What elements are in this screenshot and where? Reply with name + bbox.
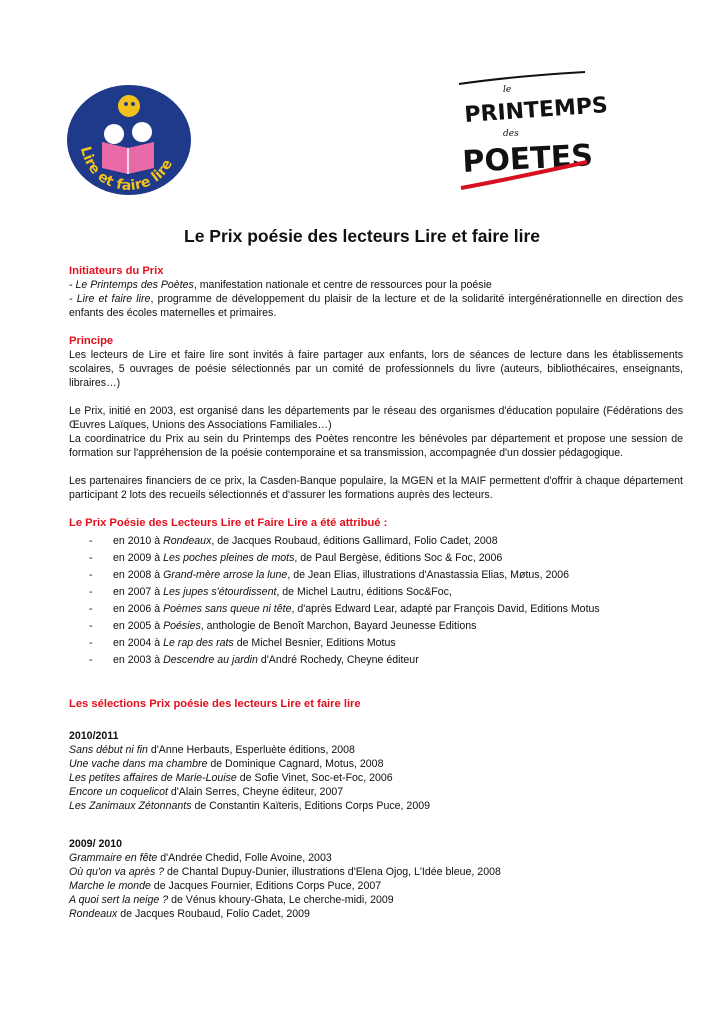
- svg-text:POETES: POETES: [461, 138, 594, 180]
- svg-text:Lire et faire lire: Lire et faire lire: [76, 144, 176, 195]
- document-title: Le Prix poésie des lecteurs Lire et faire lire: [184, 226, 540, 246]
- awards-list: [69, 533, 683, 669]
- list-item: Les Zanimaux Zétonnants de Constantin Kaïteris, Editions Corps Puce, 2009: [69, 800, 430, 812]
- list-item: Grammaire en fête d'Andrée Chedid, Folle Avoine, 2003: [69, 852, 332, 864]
- list-item: Où qu'on va après ? de Chantal Dupuy-Dunier, illustrations d'Elena Ojog, L'Idée bleue, 2008: [69, 866, 501, 878]
- list-item: Encore un coquelicot d'Alain Serres, Cheyne éditeur, 2007: [69, 786, 344, 798]
- initiateurs-line-1: - Le Printemps des Poètes, manifestation nationale et centre de ressources pour la poésie: [69, 279, 492, 291]
- list-item: - en 2005 à Poésies, anthologie de Benoît Marchon, Bayard Jeunesse Editions: [89, 620, 477, 632]
- list-item: - en 2010 à Rondeaux, de Jacques Roubaud, éditions Gallimard, Folio Cadet, 2008: [89, 535, 498, 547]
- principe-heading: Principe: [69, 335, 114, 347]
- list-item: Marche le monde de Jacques Fournier, Editions Corps Puce, 2007: [69, 880, 382, 892]
- svg-text:des: des: [503, 129, 519, 139]
- list-item: - en 2009 à Les poches pleines de mots, de Paul Bergèse, éditions Soc & Foc, 2006: [89, 552, 503, 564]
- principe-paragraph-2: Le Prix, initié en 2003, est organisé dans les départements par le réseau des organismes d'éducation populaire (Fédérations des Œuvres Laïques, Unions des Associations Familiales…): [69, 405, 683, 431]
- list-item: - en 2006 à Poèmes sans queue ni tête, d'après Edward Lear, adapté par François David, Editions Motus: [89, 603, 600, 615]
- list-item: - en 2003 à Descendre au jardin d'André Rochedy, Cheyne éditeur: [89, 654, 419, 666]
- list-item: - en 2007 à Les jupes s'étourdissent, de Michel Lautru, éditions Soc&Foc,: [89, 586, 452, 598]
- document-body: [69, 264, 683, 921]
- initiateurs-line-2: - Lire et faire lire, programme de développement du plaisir de la lecture et de la solidarité intergénérationnelle en direction des enfants des écoles maternelles et primaires.: [69, 293, 683, 319]
- principe-paragraph-1: Les lecteurs de Lire et faire lire sont invités à faire partager aux enfants, lors de séances de lecture dans les établissements scolaires, 5 ouvrages de poésie sélectionnés par un comité de professionnels du livre (auteurs, bibliothécaires, enseignants, libraires…): [69, 349, 683, 389]
- selection-year-label: 2009/ 2010: [69, 838, 123, 850]
- principe-paragraph-4: Les partenaires financiers de ce prix, la Casden-Banque populaire, la MGEN et la MAIF permettent d'offrir à chaque département participant 2 lots des recueils sélectionnés et d'assurer les formations auprès des lecteurs.: [69, 475, 683, 501]
- printemps-des-poetes-logo: [455, 70, 609, 198]
- selections-heading: Les sélections Prix poésie des lecteurs Lire et faire lire: [69, 698, 361, 710]
- lire-et-faire-lire-logo: [66, 84, 192, 196]
- svg-text:le: le: [503, 85, 512, 95]
- attribue-heading: Le Prix Poésie des Lecteurs Lire et Faire Lire a été attribué :: [69, 517, 388, 529]
- selection-year-label: 2010/2011: [69, 730, 119, 742]
- list-item: Sans début ni fin d'Anne Herbauts, Esperluète éditions, 2008: [69, 744, 355, 756]
- list-item: Rondeaux de Jacques Roubaud, Folio Cadet, 2009: [69, 908, 310, 920]
- list-item: - en 2004 à Le rap des rats de Michel Besnier, Editions Motus: [89, 637, 396, 649]
- list-item: Une vache dans ma chambre de Dominique Cagnard, Motus, 2008: [69, 758, 384, 770]
- list-item: Les petites affaires de Marie-Louise de Sofie Vinet, Soc-et-Foc, 2006: [69, 772, 393, 784]
- list-item: A quoi sert la neige ? de Vénus khoury-Ghata, Le cherche-midi, 2009: [69, 894, 394, 906]
- principe-paragraph-3: La coordinatrice du Prix au sein du Printemps des Poètes rencontre les bénévoles par département et propose une session de formation sur l'appréhension de la poésie contemporaine et sa transmission, accompagnée d'un dossier pédagogique.: [69, 433, 683, 459]
- list-item: - en 2008 à Grand-mère arrose la lune, de Jean Elias, illustrations d'Anastassia Elias, Møtus, 2006: [89, 569, 570, 581]
- svg-text:PRINTEMPS: PRINTEMPS: [463, 93, 609, 128]
- initiateurs-heading: Initiateurs du Prix: [69, 265, 164, 277]
